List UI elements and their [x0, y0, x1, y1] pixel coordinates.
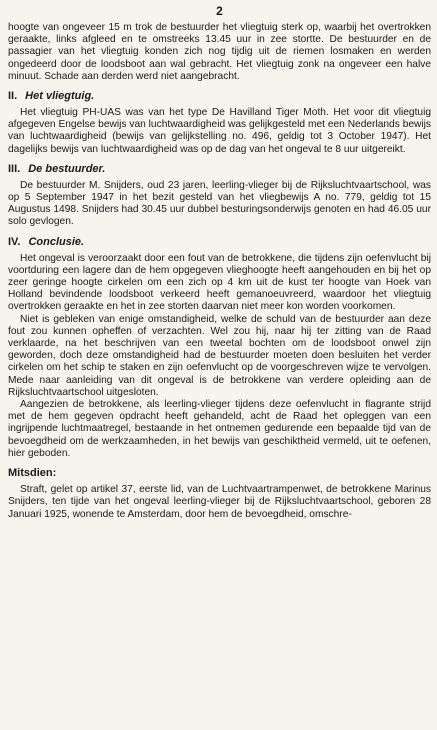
section-heading-conclusie — [8, 236, 431, 249]
section-paragraph: Het ongeval is veroorzaakt door een fout van de betrokkene, die tijdens zijn oefenvlucht bij voortduring een lagere dan de hem opgegeven vlieghoogte heeft aangehouden en bij het op zeer geringe hoogte cirkelen om een zich op 4 km uit de kust ter hoogte van Hoek van Holland bevindende loodsboot verkeerd heeft gemanoeuvreerd, waardoor het vliegtuig overtrokken geraakte en het in zee storten daarvan niet meer kon worden voorkomen. — [8, 252, 431, 313]
page-number: 2 — [216, 4, 223, 18]
section-title: Conclusie. — [28, 235, 85, 248]
section-paragraph: Het vliegtuig PH-UAS was van het type De Havilland Tiger Moth. Het voor dit vliegtuig afgegeven Engelse bewijs van luchtwaardigheid was gelijkgesteld met een Nederlands bewijs van luchtwaardigheid (bewijs van gelijkstelling no. 496, geldig tot 3 October 1947). Het dagelijks bewijs van luchtwaardigheid was op de dag van het ongeval te 8 uur uitgereikt. — [8, 107, 431, 155]
section-heading-bestuurder — [8, 163, 431, 176]
mitsdien-label: Mitsdien: — [8, 467, 57, 480]
section-paragraph: Niet is gebleken van enige omstandigheid, welke de schuld van de bestuurder aan deze fout zou kunnen opheffen of verzachten. Wel zou hij, naar hij ter zitting van de Raad verklaarde, na het beschrijven van een tweetal bochten om de loodsboot onwel zijn geworden, doch deze omstandigheid had de bestuurder moeten doen besluiten het verder cirkelen om het schip te staken en zijn oefenvlucht op de voorgeschreven wijze te vervolgen. Mede naar aanleiding van dit ongeval is de betrokkene van verdere opleiding aan de Rijksluchtvaartschool uitgesloten. — [8, 313, 431, 398]
section-title: Het vliegtuig. — [25, 90, 95, 103]
section-number: IV. — [8, 235, 21, 248]
section-number: II. — [8, 90, 18, 103]
mitsdien-paragraph: Straft, gelet op artikel 37, eerste lid, van de Luchtvaartrampenwet, de betrokkene Marinus Snijders, ten tijde van het ongeval leerling-vlieger bij de Rijksluchtvaartschool, geboren 28 Januari 1925, wonende te Amsterdam, door hem de bevoegdheid, omschre- — [8, 484, 431, 520]
section-paragraph: Aangezien de betrokkene, als leerling-vlieger tijdens deze oefenvlucht in flagrante strijd met de hem gegeven opdracht heeft gehandeld, acht de Raad het opleggen van een ingrijpende luchtmaatregel, bestaande in het ontnemen gedurende een bepaalde tijd van de bevoegdheid om de werkzaamheden, in het bewijs van geschiktheid vermeld, uit te oefenen, hier geboden. — [8, 399, 431, 459]
section-title: De bestuurder. — [28, 162, 106, 175]
section-paragraph: De bestuurder M. Snijders, oud 23 jaren, leerling-vlieger bij de Rijksluchtvaartschool, was op 5 September 1947 in het bezit gesteld van het vliegbewijs A no. 779, geldig tot 15 Augustus 1498. Snijders had 30.45 uur dubbel besturingsonderwijs genoten en had 46.05 uur solo gevlogen. — [8, 179, 431, 228]
intro-paragraph: hoogte van ongeveer 15 m trok de bestuurder het vliegtuig sterk op, waarbij het overtrokken geraakte, links afgleed en te omstreeks 13.45 uur in zee stortte. De bestuurder en de passagier van het vliegtuig konden zich nog tijdig uit de riemen losmaken en werden ongedeerd door de loodsboot aan wal gebracht. Het vliegtuig zonk na ongeveer een halve minuut. Schade aan derden werd niet aangebracht. — [8, 22, 431, 82]
mitsdien-heading — [8, 467, 431, 480]
section-heading-vliegtuig — [8, 90, 431, 103]
section-number: III. — [8, 162, 21, 175]
